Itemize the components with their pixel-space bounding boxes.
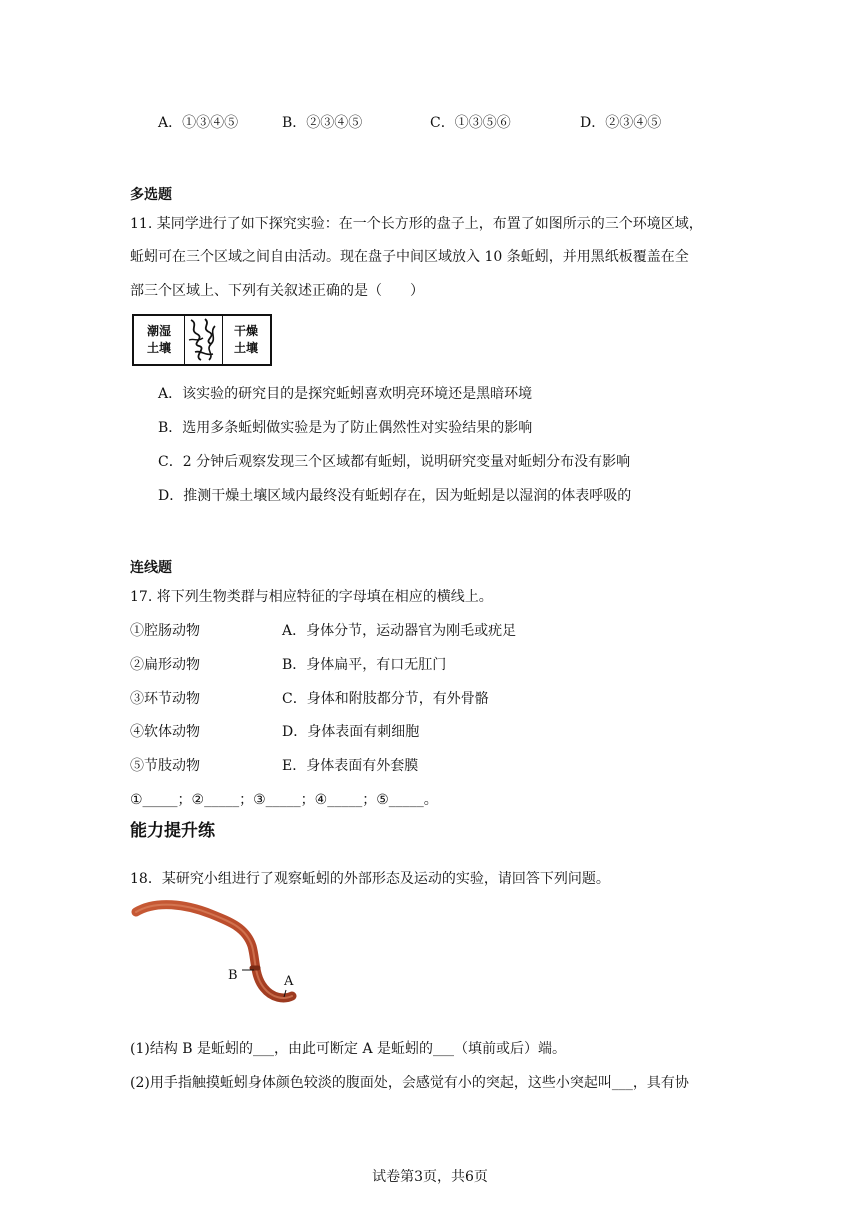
q11-stem-line2: 蚯蚓可在三个区域之间自由活动。现在盘子中间区域放入 10 条蚯蚓，并用黑纸板覆盖在全 bbox=[130, 249, 689, 265]
q11-experiment-figure bbox=[132, 314, 272, 366]
q17-group-2: ②扁形动物 bbox=[130, 657, 200, 673]
page-footer: 试卷第3页，共6页 bbox=[372, 1169, 488, 1185]
q17-trait-e: E．身体表面有外套膜 bbox=[282, 758, 419, 774]
earthworm-figure bbox=[126, 898, 306, 1008]
q17-group-5: ⑤节肢动物 bbox=[130, 758, 200, 774]
q11-stem-line1: 11. 某同学进行了如下探究实验：在一个长方形的盘子上，布置了如图所示的三个环境区域， bbox=[130, 216, 703, 232]
earthworm-label-a: A bbox=[284, 974, 294, 989]
figure-dry-soil-label-2: 土壤 bbox=[233, 341, 258, 355]
q18-stem: 18．某研究小组进行了观察蚯蚓的外部形态及运动的实验，请回答下列问题。 bbox=[130, 871, 610, 887]
figure-dry-soil-cell bbox=[222, 316, 270, 364]
q11-option-d: D．推测干燥土壤区域内最终没有蚯蚓存在，因为蚯蚓是以湿润的体表呼吸的 bbox=[158, 488, 632, 504]
q10-option-b: B．②③④⑤ bbox=[282, 115, 363, 131]
q11-option-c: C．2 分钟后观察发现三个区域都有蚯蚓，说明研究变量对蚯蚓分布没有影响 bbox=[158, 454, 631, 470]
q10-option-a: A．①③④⑤ bbox=[158, 115, 239, 131]
q11-option-b: B．选用多条蚯蚓做实验是为了防止偶然性对实验结果的影响 bbox=[158, 420, 533, 436]
earthworms-sketch-icon bbox=[185, 316, 221, 364]
q17-group-1: ①腔肠动物 bbox=[130, 623, 200, 639]
q17-answer-line: ①_____；②_____；③_____；④_____；⑤_____。 bbox=[130, 792, 438, 808]
figure-wet-soil-cell bbox=[134, 316, 185, 364]
q17-stem: 17. 将下列生物类群与相应特征的字母填在相应的横线上。 bbox=[130, 589, 493, 605]
q11-stem-line3: 部三个区域上、下列有关叙述正确的是（ ） bbox=[130, 283, 424, 299]
section-heading-ability: 能力提升练 bbox=[130, 821, 215, 841]
q17-trait-b: B．身体扁平，有口无肛门 bbox=[282, 657, 447, 673]
section-heading-multi: 多选题 bbox=[130, 187, 172, 203]
figure-wet-soil-label-2: 土壤 bbox=[146, 341, 171, 355]
q17-trait-c: C．身体和附肢都分节，有外骨骼 bbox=[282, 691, 489, 707]
q10-option-c: C．①③⑤⑥ bbox=[430, 115, 511, 131]
figure-worms-cell bbox=[184, 316, 223, 364]
q17-trait-a: A．身体分节，运动器官为刚毛或疣足 bbox=[282, 623, 517, 639]
q17-trait-d: D．身体表面有刺细胞 bbox=[282, 724, 420, 740]
earthworm-label-b: B bbox=[228, 968, 238, 983]
q18-sub2: (2)用手指触摸蚯蚓身体颜色较淡的腹面处，会感觉有小的突起，这些小突起叫___，具有协 bbox=[130, 1075, 689, 1091]
q17-group-3: ③环节动物 bbox=[130, 691, 200, 707]
section-heading-match: 连线题 bbox=[130, 560, 172, 576]
earthworm-photo-icon bbox=[126, 898, 306, 1008]
figure-dry-soil-label-1: 干燥 bbox=[233, 324, 258, 338]
q11-option-a: A．该实验的研究目的是探究蚯蚓喜欢明亮环境还是黑暗环境 bbox=[158, 386, 533, 402]
q10-option-d: D．②③④⑤ bbox=[580, 115, 662, 131]
q18-sub1: (1)结构 B 是蚯蚓的___，由此可断定 A 是蚯蚓的___（填前或后）端。 bbox=[130, 1041, 567, 1057]
q17-group-4: ④软体动物 bbox=[130, 724, 200, 740]
figure-wet-soil-label-1: 潮湿 bbox=[146, 324, 171, 338]
